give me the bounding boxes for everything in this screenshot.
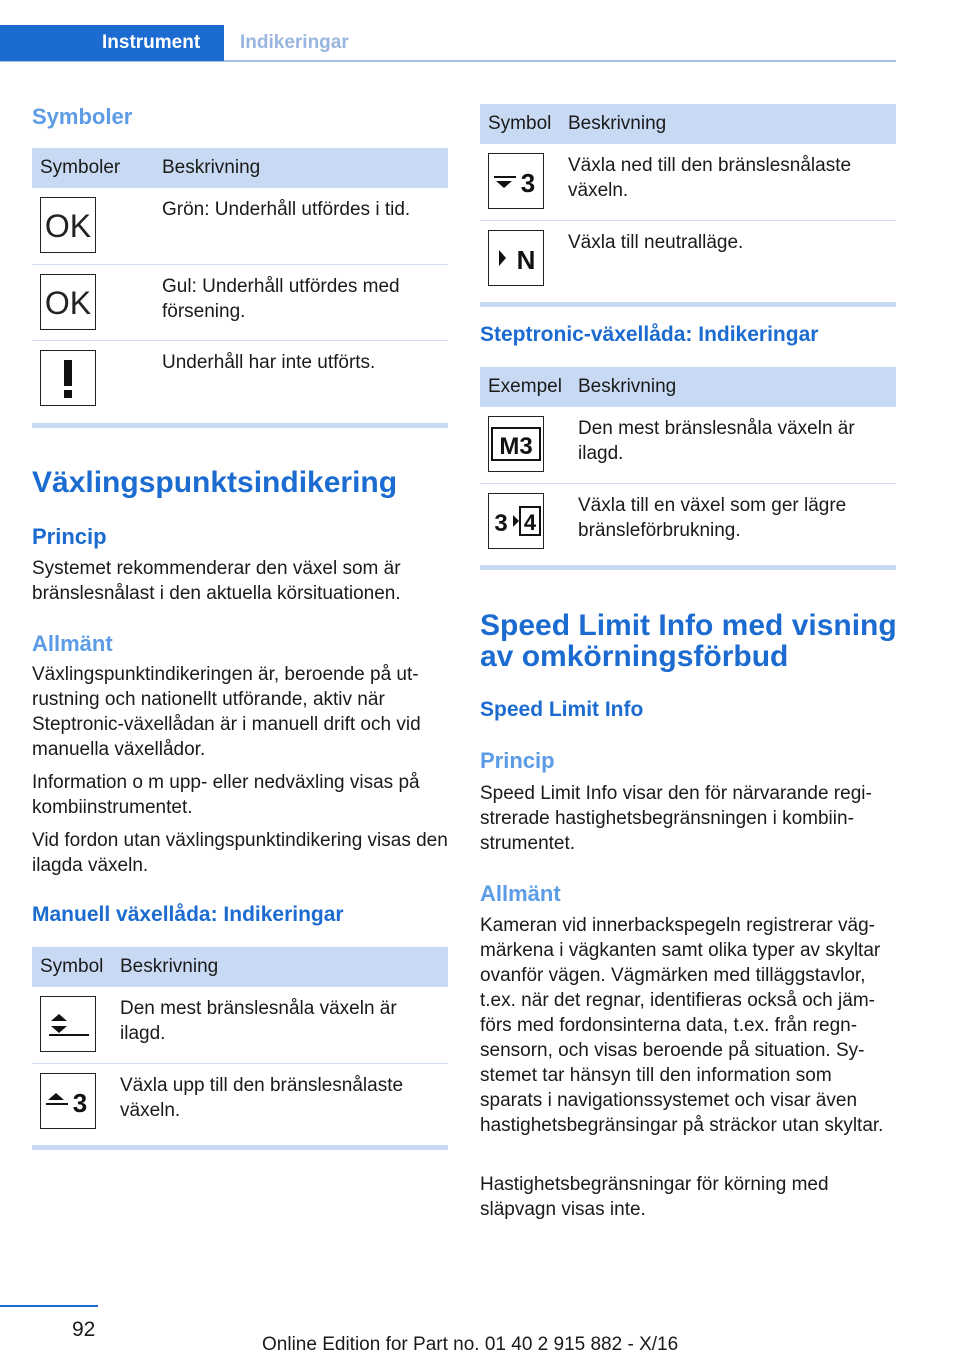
svg-text:3: 3 bbox=[520, 168, 536, 198]
neutral-n-icon bbox=[488, 230, 544, 286]
allmant-paragraph: Information o m upp- eller nedväxling visas på kombiinstrumentet. bbox=[32, 772, 420, 818]
table-end-rule bbox=[32, 1145, 448, 1150]
table-cell-desc: Grön: Underhåll utfördes i tid. bbox=[154, 188, 448, 264]
table-row bbox=[32, 1063, 448, 1139]
tab-indikeringar[interactable]: Indikeringar bbox=[240, 32, 349, 53]
speed-limit-subheading: Speed Limit Info bbox=[480, 698, 644, 721]
table-header: Exempel bbox=[480, 367, 570, 407]
manuell-table-wrap bbox=[32, 947, 448, 1150]
table-header: Symbol bbox=[480, 104, 560, 144]
table-cell-desc: Den mest bränslesnåla växeln är ilagd. bbox=[570, 407, 896, 483]
table-header: Symboler bbox=[32, 148, 154, 188]
svg-text:4: 4 bbox=[523, 509, 537, 535]
table-row bbox=[32, 340, 448, 416]
exclamation-icon bbox=[40, 350, 96, 406]
table-row bbox=[480, 483, 896, 559]
svg-text:OK: OK bbox=[44, 284, 92, 321]
princip-text: Speed Limit Info visar den för närvarande registrerade hastighetsbegränsningen i kombiinstrumentet. bbox=[480, 783, 872, 854]
tab-instrument[interactable] bbox=[0, 25, 224, 61]
symboler-heading: Symboler bbox=[32, 104, 133, 129]
svg-text:M3: M3 bbox=[499, 433, 533, 460]
steptronic-heading: Steptronic-växellåda: Indikeringar bbox=[480, 323, 819, 346]
steptronic-table bbox=[480, 367, 896, 559]
table-cell-desc: Underhåll har inte utförts. bbox=[162, 351, 376, 373]
table-cell-desc: Växla till neutralläge. bbox=[568, 231, 744, 253]
speed-limit-title: Speed Limit Info med visning av omkörningsförbud bbox=[480, 609, 897, 673]
princip-heading: Princip bbox=[32, 524, 107, 549]
table-cell-desc: Växla ned till den bränslesnålaste växeln. bbox=[560, 144, 896, 220]
table-cell-desc: Växla till en växel som ger lägre bränsleförbrukning. bbox=[578, 494, 847, 541]
table-cell-desc: Växla upp till den bränslesnålaste växeln. bbox=[120, 1074, 404, 1121]
symboler-table-wrap bbox=[32, 148, 448, 428]
updown-arrows-icon bbox=[40, 996, 96, 1052]
table-end-rule bbox=[480, 565, 896, 570]
m3-icon bbox=[488, 416, 544, 472]
allmant-paragraph: Kameran vid innerbackspegeln registrerar vägmärkena i vägkanten samt olika typer av skyltar ovanför vägen. Vägmärken med tilläggstavlor, t.ex. när det regnar, identifieras också och jämförs med fordonsinterna data, t.ex. från regnsensorn, och visas beroende på situation. Systemet tar hänsyn till den information som sparats i navigationssystemet och visar även hastighetsbegränsingar på sträckor utan skyltar. bbox=[480, 915, 884, 1136]
symbol-table-wrap bbox=[480, 104, 896, 307]
table-end-rule bbox=[32, 423, 448, 428]
footer-rule bbox=[0, 1305, 98, 1307]
svg-text:OK: OK bbox=[44, 208, 92, 244]
table-header: Symbol bbox=[32, 947, 112, 987]
table-row bbox=[480, 144, 896, 220]
table-header: Beskrivning bbox=[570, 367, 896, 407]
table-header: Beskrivning bbox=[154, 148, 448, 188]
table-header: Beskrivning bbox=[112, 947, 448, 987]
table-row bbox=[32, 987, 448, 1063]
svg-text:3: 3 bbox=[494, 509, 508, 537]
svg-text:3: 3 bbox=[72, 1087, 88, 1118]
table-cell-desc: Den mest bränslesnåla växeln är ilagd. bbox=[112, 987, 448, 1063]
tab-instrument-label: Instrument bbox=[102, 32, 201, 53]
symbol-table bbox=[480, 104, 896, 296]
princip-heading: Princip bbox=[480, 748, 555, 773]
shift-up-3-icon bbox=[40, 1073, 96, 1129]
symboler-table bbox=[32, 148, 448, 416]
manuell-table bbox=[32, 947, 448, 1139]
table-row bbox=[32, 188, 448, 264]
allmant-heading: Allmänt bbox=[32, 631, 113, 656]
table-end-rule bbox=[480, 302, 896, 307]
table-header: Beskrivning bbox=[560, 104, 896, 144]
svg-text:N: N bbox=[516, 244, 536, 275]
header-tabbar bbox=[0, 25, 896, 62]
table-row bbox=[480, 220, 896, 296]
princip-text: Systemet rekommenderar den växel som är bränslesnålast i den aktuella körsituationen. bbox=[32, 558, 401, 604]
ok-green-icon bbox=[40, 197, 96, 253]
allmant-paragraph: Vid fordon utan växlingspunktindikering visas den ilagda växeln. bbox=[32, 830, 448, 876]
table-row bbox=[32, 264, 448, 340]
table-cell-desc: Gul: Underhåll utfördes med försening. bbox=[154, 264, 448, 340]
footer-edition: Online Edition for Part no. 01 40 2 915 882 - X/16 bbox=[262, 1334, 679, 1355]
page-number: 92 bbox=[72, 1318, 96, 1341]
shift-down-3-icon bbox=[488, 153, 544, 209]
allmant-paragraph: Växlingspunktindikeringen är, beroende på utrustning och nationellt utförande, aktiv när Steptronic-växellådan är i manuell drift och vid manuella växellådor. bbox=[32, 664, 421, 760]
steptronic-table-wrap bbox=[480, 367, 896, 570]
manuell-heading: Manuell växellåda: Indikeringar bbox=[32, 903, 344, 926]
ok-yellow-icon bbox=[40, 274, 96, 330]
allmant-heading: Allmänt bbox=[480, 881, 561, 906]
allmant-paragraph: Hastighetsbegränsningar för körning med släpvagn visas inte. bbox=[480, 1174, 829, 1220]
table-row bbox=[480, 407, 896, 483]
section-title: Växlingspunktsindikering bbox=[32, 466, 398, 499]
3-to-4-icon bbox=[488, 493, 544, 549]
